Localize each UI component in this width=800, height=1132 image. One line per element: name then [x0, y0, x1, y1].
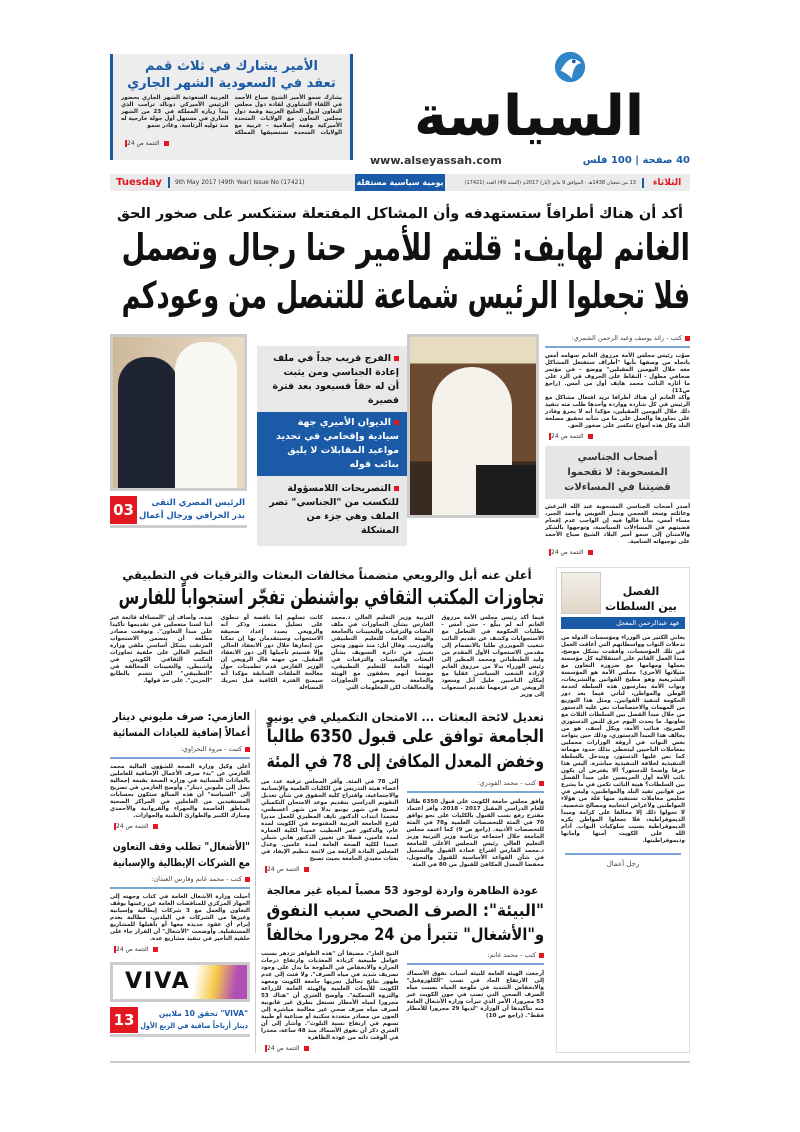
headline-line: "البيئة": الصرف الصحي سبب النفوق [266, 901, 544, 920]
headline-line: وخفض المعدل المكافئ إلى 78 في المئة [266, 752, 544, 772]
opinion-column[interactable] [556, 567, 690, 1053]
continued-text: التتمة ص 24 [551, 549, 584, 556]
washington-column: التربية وزير التعليم العالي د.محمد الفارس بشأن التجاوزات في ملف البعثات والترقيات والتعيينات بالجامعة والهيئة العامة للتعليم التطبيقي والتدريب. وقال أبل: منذ شهور ونحن نعيش في دائرة التسويف بشأن البعثات والتعيينات والترقيات في الهيئة العامة للتعليم التطبيقي، موضحا أنهم يحققون مع الهيئة والجامعة بخصوص التجاوزات والمخالفات لكن المعلومات التي [331, 615, 434, 691]
column-body: يعاني الكثير من الوزراء ومؤسسات الدولة من تدخلات النواب وواسطاتهم التي أعاقت العمل في تلك المؤسسات، وأفقدت بشكل موضح، مبدأ العمل القائم على استقلالية كل مؤسسة بعملها ومهامها مع ضرورة التعاون مع مثيلاتها الأخرى! مجلس الأمة هو المؤسسة التشريعية وهو مطبخ القوانين والتشريعات، ونواب الأمة يمارسون هذه السلطة لخدمة الوطن والمواطن، لتأتي فيما بعد دور الحكومة لتنفيذ القوانين. ومثل هذا التوزيع من المهمات والاختصاصات نص عليه الدستور من خلال مبدأ الفصل بين السلطات الثلاث مع تعاونها. ما يحدث اليوم خرق للنص الدستوري الصريح، فنائب الأمة، وبكل أسف، هو من يخالف هذا المبدأ الدستوري، وذلك حين يتواجد بعض النواب في أروقة الوزارات محملين بمعاملات الناخبين ليتخطى بذلك حدود مهماته كما نص عليها الدستور، ويتدخل بالسلطة التنفيذية لخلافة التنفيذية مباشرة. أليس هذا خرقا واضحا للدستور؟ ألا يفترض أن يكون نائب الأمة أول الحريصين على مبدأ الفصل بين السلطات؟ هيبة النائب تكمن في ما يشرع من قوانين تفيد البلد والمواطنين، وليس في تخليص معاملات تستفيد منها قلة من هؤلاء المواطنين ولأغراض انتخابية ومصالح شخصية. لا تحولوا ذلك إلا مخالفا على كرامة ومبدأ الديموقراطية، فلا تجعلوا المواطن يكره الديموقراطية بسبب سلوكيات النواب. أدام الله على الكويت أمنها وأمانها وديموقراطيتها. [561, 635, 685, 844]
continued-text: التتمة ص 24 [116, 946, 149, 953]
continued-text: التتمة ص 24 [551, 433, 584, 440]
photo-caption[interactable] [110, 494, 247, 528]
continued-marker-icon [588, 550, 593, 555]
sidebox-title: أصحاب الجناسي المسحوبة: لا تقحموا قضيتنا في المساءلات [545, 446, 690, 499]
teaser-headline-line: تعقد في السعودية الشهر الجاري [127, 76, 336, 91]
headline-line: "الأشغال" تطلب وقف التعاون [112, 841, 251, 853]
continued-text: التتمة ص 24 [116, 823, 149, 830]
column-author: فهد عبدالرحمن المعجل [561, 617, 685, 629]
logo-wordmark: السياسة [413, 84, 645, 149]
continued-marker-icon [304, 867, 309, 872]
column-title-line: بين السلطات [605, 600, 677, 613]
main-lower [110, 567, 544, 1053]
lead-bullets [257, 346, 407, 546]
sidebox-body: أصدر أصحاب الجناسي المسحوبة عبد الله البرغش وعائلته وسعد العجمي ونبيل العويس وأحمد الجبر، مساء أمس، بيانا قالوا فيه إن الواجب عدم إقحام قضيتهم في المساءلات السياسية، وتوجهوا بالشكر والامتنان إلى سمو أمير البلاد الشيخ صباح الأحمد على توجيهاته السامية. [545, 504, 690, 545]
environment-article [261, 884, 544, 1053]
page-body [110, 204, 690, 1063]
figure-suit [118, 357, 178, 488]
tagline: يومية سياسية مستقلة [355, 174, 445, 191]
caption-line: بدر الخرافي ورجال أعمال [139, 510, 245, 521]
washington-column: فيما أكد رئيس مجلس الأمة مرزوق الغانم أنه لم يبلّغ - حتى أمس - بطلبات الحكومة في التعامل مع الاستجوابات وكشف عن تقديم النائب شعيب المويزري طلبا بالانضمام إلى مقدمي الاستجواب الأول المقدم من وليد الطبطبائي ومحمد المطير إلى رئيس الوزراء بدلا من مرزوق الغانم لإرادة الشعب السياسي عقليا مع إمكان الناخبين خليل أبل وسعود الرويعي عن عزمهما تقديم استجواب إلى وزير [441, 615, 544, 698]
university-headline[interactable] [261, 725, 544, 775]
continued-marker-icon [164, 141, 169, 146]
teaser-headline-line: الأمير يشارك في ثلاث قمم [145, 59, 318, 74]
washington-column: ضده. وأضاف إن "المساءلة قائمة غير أننا لسنا متعجلين في تقديمها تأكيدا على مبدأ التعاون". وتوقعت مصادر مطلعة أن يتضمن الاستجواب المرتقب بشكل أساسي ملفي وزارة التعليم العالي على خلفية تجاوزات المكتب الثقافي الكويتي في واشنطن، والتعيينات المخالفة في "التطبيقي" التي تتسم بالطابع "الحزبي". على حد قولها. [110, 615, 213, 684]
viva-caption-text [138, 1008, 250, 1032]
author-photo [561, 572, 601, 614]
byline-marker-icon [539, 781, 544, 786]
environment-continued [261, 1044, 399, 1053]
day-english: Tuesday [110, 177, 170, 188]
washington-columns [110, 615, 544, 699]
column-separator [255, 709, 256, 1053]
washington-column: كانت تصلهم إما ناقصة أو تنطوي على تضليل متعمد. وذكر أنه والرويعي بصدد إعداد صحيفة الاستجواب وسيتقدمان بها إن تمكنا من إنجازها خلال دور الانعقاد الحالي وإلا فسيتم تأجيلها إلى دور الانعقاد المقبل. من جهته قال الرويعي إن الوزير الفارس قدم تطمينات حول معالجة الملفات السابقة مؤكدا أنه سيمنح الفترة الكافية قبل تحريك المساءلة [220, 615, 323, 691]
teaser-body: يشارك سمو الأمير الشيخ صباح الأحمد في اللقاء التشاوري لقادة دول مجلس التعاون لدول الخليج العربية وقمة دول مجلس التعاون مع الولايات المتحدة الأميركية وقمة إسلامية - عربية مع الولايات المتحدة تستضيفها المملكة العربية السعودية الشهر الجاري بحضور الرئيس الأميركي دونالد ترامب الذي يبدأ زيارة المملكة في 23 من الشهر الجاري في مستهل أول جولة خارجية له منذ توليه الرئاسة. وغادر سمو [121, 95, 342, 136]
day-arabic: الثلاثاء [642, 178, 690, 188]
bullet-text: التصريحات اللامسؤولة للتكسب من "الجناسي" تضر الملف وهي جزء من المشكلة [269, 483, 399, 536]
byline-marker-icon [539, 953, 544, 958]
lead-article [545, 334, 690, 557]
university-columns [261, 779, 544, 874]
byline-text: كتب - رائد يوسف وعبد الرحمن الشمري: [571, 334, 682, 342]
column-title [601, 584, 685, 614]
column-header [561, 572, 685, 614]
lead-headline[interactable] [110, 224, 690, 320]
viva-caption[interactable] [110, 1005, 250, 1037]
bottom-split [110, 709, 544, 1053]
azmi-body: أعلن وكيل وزارة الصحة للشؤون المالية محمد العازمي عن "بدء صرف الأعمال الإضافية للعاملين بالعيادات المسائية في وزارة الصحة بقيمة إجمالية تصل إلى مليوني دينار". وأوضح العازمي في تصريح إلى "السياسة" أن هذه المبالغ ستكون بحسابات المستفيدين من العاملين في المراكز الصحية بمناطق العاصمة والجهراء والفروانية والأحمدي ومبارك الكبير والطوارئ الطبية والجوازات. [110, 764, 250, 819]
lead-body: وأكد الغانم أن هناك أطرافا تريد افتعال مشاكل مع الرئيس في كل شاردة وواردة وأحدها طلب منه تنفيذ ذلك خلال اليومين المقبلين، مؤكدا أنه لا يجرؤ وقادر على تجاوزها والعمل على ما من شأنه تحقيق مصلحة البلد وكل هذه أمواج تتكسر على صخور الحق. [545, 395, 690, 429]
caption-page-number: 03 [110, 496, 137, 524]
university-article [261, 709, 544, 874]
viva-ad[interactable] [110, 962, 250, 1002]
azmi-headline[interactable] [110, 709, 250, 741]
left-column [110, 709, 250, 1053]
viva-logo: VIVA [125, 969, 191, 994]
caption-line: "VIVA" تحقق 10 ملايين [158, 1008, 248, 1018]
masthead-teaser[interactable] [110, 54, 353, 160]
column-signature: رجل أعمال [606, 860, 640, 868]
speaker-photo [407, 334, 539, 518]
works-continued [110, 945, 250, 954]
environment-body: أرجعت الهيئة العامة للبيئة أسباب نفوق الأسماك إلى الارتفاع الحاد في نسب "الكلوروفيل" والانخفاض الشديد في ملوحة المياه بسبب مياه الصرف الصحي التي تصب في جون الكويت عبر 53 مجرورا، الأمر الذي تبرأت وزارة الأشغال العامة منه بتأكيدها أن الوزارة "لديها 29 مجرورا للأمطار فقط". (راجع ص 10) [406, 971, 544, 1019]
environment-byline [407, 951, 545, 965]
byline-marker-icon [245, 877, 250, 882]
caption-line: دينار أرباحاً صافية في الربع الأول [140, 1020, 248, 1030]
works-headline[interactable] [110, 839, 250, 871]
hijri-date: 13 من شعبان 1438هـ - الموافق 9 مايو (أيار) 2017م (السنة 49) العدد (17421) [464, 179, 636, 186]
headline-line: الجامعة توافق على قبول 6350 طالباً [266, 727, 544, 747]
byline-text: كتب - محمد غانم: [487, 951, 536, 959]
continued-marker-icon [153, 947, 158, 952]
price-info: 40 صفحة | 100 فلس [582, 155, 690, 166]
column-title-line: الفصل [622, 585, 660, 598]
headline-line: و"الأشغال" تتبرأ من 24 مجرورا مخالفاً [266, 925, 544, 944]
price: 100 فلس [582, 155, 632, 166]
lower-row [110, 567, 690, 1053]
byline-marker-icon [245, 747, 250, 752]
sidebox-continued [545, 548, 690, 557]
page-count: 40 صفحة [642, 155, 690, 166]
teaser-continued [121, 139, 342, 148]
viva-page-number: 13 [110, 1007, 138, 1033]
column-divider [565, 853, 681, 855]
continued-text: التتمة ص 24 [127, 140, 160, 147]
lead-body: صوّب رئيس مجلس الأمة مرزوق الغانم سهامه أمس باتجاه من وصفها بأنها "أطراف ستفتعل المشاكل معه خلال اليومين المقبلين" ووضع - في مؤتمر صحافي مطول - النقاط على الحروف في الرد على ما أثاره النائب محمد هايف أول من أمس. (راجع ص11) [545, 353, 690, 394]
byline-text: كتبت - مروة البحراوي: [180, 745, 242, 753]
lead-headline-line: فلا تجعلوا الرئيس شماعة للتنصل من وعودكم [121, 274, 690, 317]
bullet-item [257, 476, 407, 538]
byline-marker-icon [685, 336, 690, 341]
continued-marker-icon [304, 1046, 309, 1051]
teaser-headline [121, 58, 342, 92]
environment-kicker: عودة الظاهرة واردة لوجود 53 مصباً لمياه غير معالجة [266, 885, 539, 897]
works-body: أحيلت وزارة الأشغال العامة في كتاب وجهته إلى الجهاز المركزي للمناقصات العامة عن رغبتها بوقف التعاون والعمل مع 3 شركات إيطالية وإسبانية وغيرها من الشركات في البلدين، مطالبة بعدم إبرام أي عقود جديدة معها أو تأهيلها للمشاريع المستقبلية. وأوضحت "الأشغال" أن القرار جاء على خلفية التأخير في تنفيذ مشاريع عدة. [110, 894, 250, 942]
university-body: إلى 78 في المئة. وأقر المجلس ترقية عدد من أعضاء هيئة التدريس في الكليات العلمية والإنسانية والاجتماعية، واقتراح كلية الحقوق في شأن تعديل التقويم الدراسي بتقديم موعد الامتحان التكميلي ليصبح في شهر يونيو بدلا من شهر أغسطس، معتمدا انتداب الدكتور نايف المطيري للعمل مديرا لفرع الجامعة العربية المفتوحة في الكويت لمدة عام، والدكتور عمر الخطيب عميدا لكلية العمارة لمدة عامين، فضلا عن تعيين الدكتور هاني شبلي عميدا لكلية الصحة العامة لمدة عامين. وعدل المجلس المادة الرابعة من لائحة تنظيم الإيفاد في بعثات معيدي الجامعة بحيث تصبح [261, 779, 399, 862]
headline-line: أعمالاً إضافية للعيادات المسائية [112, 727, 250, 739]
lead-row [110, 334, 690, 557]
page-bottom-rule [110, 1061, 690, 1063]
washington-headline[interactable]: تجاوزات المكتب الثقافي بواشنطن تفجّر استجواباً للفارس [118, 585, 544, 609]
podium [476, 465, 536, 515]
bullet-icon [394, 420, 399, 425]
bullet-text: الفرج قريب جداً في ملف إعادة الجناسي ومن يثبت أن له حقاً فسيعود بعد فترة قصيرة [272, 353, 399, 406]
university-body: وافق مجلس جامعة الكويت على قبول 6350 طالبا للعام الدراسي المقبل 2017 - 2018، وأقر اعتماد مقترح رفع نسب القبول بالكليات على نحو يوافق 70 في المئة للتخصصات العلمية و78 في المئة للتخصصات الأدبية. (راجع ص 9) كما اعتمد مجلس الجامعة خلال اجتماعه برئاسة وزير التربية وزير التعليم العالي رئيس المجلس الأعلى للجامعة د.محمد الفارس اقتراح عمادة القبول والتسجيل في شأن القواعد الأساسية للقبول والتحويل، مخفضا المعدل المكافئ للقبول من 80 في المئة [406, 799, 545, 868]
university-continued [261, 865, 399, 874]
university-kicker: تعديل لائحة البعثات ... الامتحان التكميلي في يونيو [266, 710, 544, 724]
newspaper-logo[interactable] [368, 50, 690, 150]
bullet-item-highlighted [257, 412, 407, 476]
website-url[interactable]: www.alseyassah.com [370, 154, 502, 167]
environment-body: التيح الغار"، مضيفا أن "هذه الظواهر تزدهر بسبب عوامل طبيعية كزيادة المغذيات وارتفاع درجات الحرارة والانخفاض في الملوحة ما يدل على وجود تصريف شديد في مياه الصرف". ولا فتت إلى عدم ظهور نتائج تحاليل تجريها جامعة الكويت ومعهد الكويت للأبحاث العلمية والهيئة العامة للزراعة والثروة السمكية". وأوضح العتري أن "هناك 53 مجرورا لمياه الأمطار تستغل بطرق غير قانونية لصرف مياه صرف صحي غير معالجة مباشرة إلى الجون من مصادر متعددة سكنية أو صناعية أو طبية تسهم في ارتفاع نسبة التلوث". وأشار إلى أن العتري ذكر أن نفوق الأسماك منذ 48 ساعة، محذرا في الوقت ذاته من عودة الظاهرة [261, 951, 399, 1041]
continued-text: التتمة ص 24 [267, 866, 300, 873]
byline-text: كتب - محمد الفودري: [477, 779, 536, 787]
falcon-logo-icon [553, 50, 587, 84]
environment-columns [261, 951, 544, 1053]
sisi-meeting-photo [110, 334, 247, 491]
lead-kicker: أكد أن هناك أطرافاً ستستهدفه وأن المشاكل المفتعلة ستنكسر على صخور الحق [116, 206, 684, 222]
bullet-icon [394, 486, 399, 491]
continued-marker-icon [588, 434, 593, 439]
caption-text [137, 497, 247, 523]
byline-text: كتب - محمد غانم وفارس العبدان: [151, 875, 242, 883]
sisi-photo-block [110, 334, 247, 528]
figure-dishdasha [175, 342, 237, 488]
date-bar [110, 174, 690, 191]
bullet-icon [394, 356, 399, 361]
azmi-byline [110, 745, 250, 759]
washington-kicker: أعلن عنه أبل والرويعي متضمناً مخالفات البعثات والترقيات في التطبيقي [122, 568, 532, 582]
headline-line: العازمي: صرف مليوني دينار [112, 711, 250, 723]
university-byline [407, 779, 545, 793]
english-date: 9th May 2017 (49th Year) Issue No (17421) [175, 179, 305, 186]
azmi-continued [110, 822, 250, 831]
continued-marker-icon [153, 824, 158, 829]
bullet-item [257, 352, 407, 412]
lead-continued [545, 432, 690, 441]
headline-line: مع الشركات الإيطالية والإسبانية [112, 857, 250, 869]
caption-line: الرئيس المصري التقى [151, 497, 245, 508]
environment-headline[interactable] [261, 899, 544, 947]
lead-byline [545, 334, 690, 348]
bullet-text: الديوان الأميري جهة سيادية وإقحامي في تحديد مواعيد المقابلات لا يليق بنائب قوله [276, 417, 399, 470]
continued-text: التتمة ص 24 [267, 1045, 300, 1052]
middle-column [261, 709, 544, 1053]
lead-headline-line: الغانم لهايف: قلتم للأمير حنا رجال وتصمل [121, 226, 690, 269]
works-byline [110, 875, 250, 889]
